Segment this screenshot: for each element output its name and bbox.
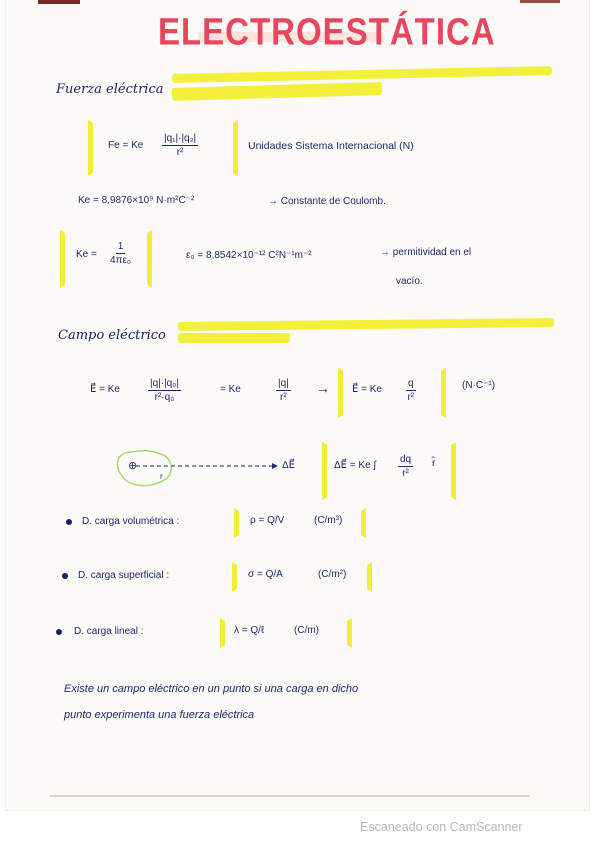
fraction-denominator: r² bbox=[407, 392, 415, 403]
integral-fraction bbox=[398, 454, 413, 479]
fraction-denominator: r² bbox=[176, 147, 184, 158]
field-fraction-1 bbox=[148, 378, 181, 403]
page-edge-mark bbox=[520, 0, 560, 3]
density-formula: λ = Q/ℓ bbox=[234, 625, 265, 636]
section-heading-campo: Campo eléctrico bbox=[58, 328, 166, 343]
position-vector-label: r bbox=[160, 472, 163, 481]
charge-distribution-blob bbox=[117, 451, 171, 486]
integral-lhs: ΔE⃗ = Ke ∫ bbox=[334, 460, 377, 471]
density-units: (C/m) bbox=[294, 625, 319, 636]
density-units: (C/m²) bbox=[318, 569, 347, 580]
density-formula: ρ = Q/V bbox=[250, 515, 285, 526]
density-units: (C/m³) bbox=[314, 515, 343, 526]
bullet-dot bbox=[56, 629, 62, 635]
fraction-numerator: |q₁|·|q₂| bbox=[164, 133, 197, 144]
ke-fraction bbox=[110, 241, 131, 266]
formula-box bbox=[60, 230, 152, 288]
point-charge-icon: ⊕ bbox=[128, 460, 138, 472]
fraction-denominator: r² bbox=[280, 392, 287, 403]
implies-arrow: → bbox=[316, 380, 330, 396]
scanner-watermark: Escaneado con CamScanner bbox=[360, 820, 523, 834]
epsilon-description: → permitividad en el bbox=[380, 247, 472, 258]
bullet-dot bbox=[62, 573, 68, 579]
page-title: ELECTROESTÁTICA bbox=[158, 10, 496, 53]
coulomb-law-fraction bbox=[162, 133, 198, 158]
bullet-dot bbox=[66, 519, 72, 525]
page-bottom-rule bbox=[50, 795, 530, 797]
density-label: D. carga superficial : bbox=[78, 570, 170, 581]
epsilon-description-cont: vacío. bbox=[396, 276, 423, 287]
definition-line-2: punto experimenta una fuerza eléctrica bbox=[64, 709, 255, 721]
formula-box bbox=[322, 442, 456, 500]
si-units-note: Unidades Sistema Internacional (N) bbox=[248, 140, 414, 152]
field-formula-lhs: E⃗ = Ke bbox=[90, 384, 120, 395]
delta-field-label: ΔE⃗ bbox=[282, 460, 295, 471]
page-edge-mark bbox=[38, 0, 80, 4]
fraction-numerator: |q|·|q₀| bbox=[150, 378, 179, 389]
definition-line-1: Existe un campo eléctrico en un punto si una carga en dicho bbox=[64, 683, 359, 695]
field-fraction-2 bbox=[276, 378, 291, 403]
epsilon-value: ε₀ = 8,8542×10⁻¹² C²N⁻¹m⁻² bbox=[186, 250, 312, 261]
equals-ke: = Ke bbox=[220, 384, 241, 395]
arrow-head bbox=[272, 463, 278, 469]
density-formula: σ = Q/A bbox=[248, 569, 283, 580]
field-units: (N·C⁻¹) bbox=[462, 380, 496, 391]
field-result-lhs: E⃗ = Ke bbox=[352, 384, 382, 395]
ke-description: → Constante de Coulomb. bbox=[268, 196, 386, 207]
fraction-denominator: 4πε₀ bbox=[110, 255, 132, 266]
coulomb-law-lhs: Fe = Ke bbox=[108, 140, 144, 151]
density-label: D. carga volumétrica : bbox=[82, 516, 180, 527]
section-heading-fuerza: Fuerza eléctrica bbox=[56, 82, 164, 97]
density-label: D. carga lineal : bbox=[74, 626, 144, 637]
ke-formula-lhs: Ke = bbox=[76, 249, 97, 260]
fraction-numerator: |q| bbox=[278, 378, 289, 389]
unit-vector: r̂ bbox=[432, 458, 436, 469]
fraction-numerator: q bbox=[408, 378, 414, 389]
fraction-numerator: dq bbox=[400, 454, 412, 465]
fraction-denominator: r²·q₀ bbox=[154, 392, 175, 403]
ke-value: Ke = 8,9876×10⁹ N·m²C⁻² bbox=[78, 195, 195, 206]
field-fraction-3 bbox=[406, 378, 416, 403]
fraction-numerator: 1 bbox=[117, 241, 124, 252]
fraction-denominator: r² bbox=[402, 468, 409, 479]
heading-highlight bbox=[178, 333, 290, 343]
